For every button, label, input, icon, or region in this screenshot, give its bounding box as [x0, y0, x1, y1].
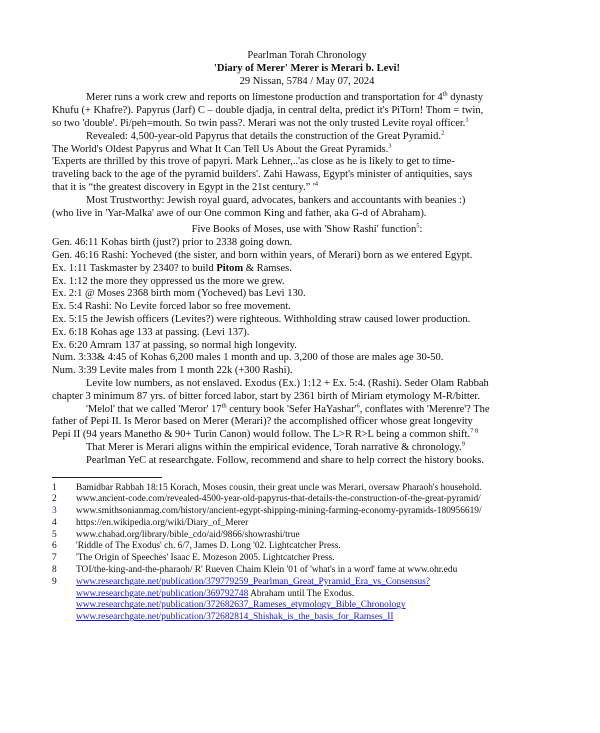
discussion-line: 'Melol' that we called 'Meror' 17th century book 'Sefer $HaYashar'^6$, conflates with 'Merenre'? The	[86, 402, 490, 415]
footnote-ref: 3	[388, 142, 392, 150]
footnote: 2 www.ancient-code.com/revealed-4500-year-old-papyrus-that-details-the-construction-of-the-great-pyramid/	[52, 494, 481, 505]
intro-paragraph-5: Most Trustworthy: Jewish royal guard, advocates, bankers and accountants with beanies :)	[86, 194, 466, 206]
footnote-divider	[52, 477, 162, 478]
verse-line: Ex. 5:15 the Jewish officers (Levites?) were righteous. Withholding straw caused lower production.	[52, 313, 471, 325]
footnote	[52, 600, 562, 612]
intro-line: so two 'double'. Pi/peh=mouth. So twin pass?. Merari was not the only trusted Levite royal officer.$^1$	[52, 116, 469, 129]
footnote-ref: 7 8	[470, 427, 479, 435]
verse-line: Ex. 5:4 Rashi: No Levite forced labor so free movement.	[52, 301, 291, 313]
footnote: 1 Bamidbar Rabbah 18:15 Korach, Moses cousin, their great uncle was Merari, oversaw Pharaoh's household.	[52, 482, 482, 493]
researchgate-link[interactable]: www.researchgate.net/publication/369792748	[76, 588, 249, 599]
discussion-line: father of Pepi II. Is Meror based on Merer (Merari)? the accomplished officer whose great longevity	[52, 416, 473, 428]
verse-line: Gen. 46:11 Kohas birth (just?) prior to 2338 going down.	[52, 237, 293, 249]
footnote: 7 'The Origin of Speeches' Isaac E. Mozeson 2005. Lightcatcher Press.	[52, 553, 335, 564]
footnote: www.researchgate.net/publication/369792748 Abraham until The Exodus.	[76, 588, 355, 599]
footnote: 3 www.smithsonianmag.com/history/ancient-egypt-shipping-mining-farming-economy-pyramids-180956619/	[52, 506, 482, 517]
verse-line: Ex. 6:18 Kohas age 133 at passing. (Levi 137).	[52, 326, 250, 338]
researchgate-link[interactable]: www.researchgate.net/publication/372682637_Rameses_etymology_Bible_Chronology	[76, 600, 406, 611]
intro-paragraph-2: Revealed: 4,500-year-old Papyrus that details the construction of the Great Pyramid.$^2$	[86, 129, 445, 142]
page-title: 'Diary of Merer' Merer is Merari b. Levi!	[213, 62, 400, 74]
series-title: Pearlman Torah Chronology	[247, 50, 367, 61]
conclusion-line: That Merer is Merari aligns within the empirical evidence, Torah narrative & chronology.$^9$	[86, 440, 465, 453]
discussion-line: chapter 3 minimum 87 yrs. of bitter forced labor, start by 2361 birth of Miriam etymology M-R/bitter.	[52, 390, 480, 402]
researchgate-link[interactable]: www.researchgate.net/publication/379779259_Pearlman_Great_Pyramid_Era_vs_Consensus?	[76, 576, 430, 587]
researchgate-link[interactable]: www.researchgate.net/publication/372682814_Shishak_is_the_basis_for_Ramses_II	[76, 612, 394, 623]
footnote-ref: 6	[356, 402, 360, 410]
document-page	[52, 50, 562, 624]
intro-line: (who live in 'Yar-Malka' awe of our One common King and father, aka G-d of Abraham).	[52, 207, 427, 219]
footnote-ref: 9	[461, 440, 465, 448]
verse-line: Num. 3:39 Levite males from 1 month 22k (+300 Rashi).	[52, 365, 293, 377]
books-heading: Five Books of Moses, use with 'Show Rashi' function$^5$:	[191, 222, 423, 236]
verse-line: Ex. 2:1 @ Moses 2368 birth mom (Yocheved) bas Levi 130.	[52, 288, 306, 300]
verse-line: Ex. 6:20 Amram 137 at passing, so normal high longevity.	[52, 339, 297, 351]
footnote	[52, 612, 562, 624]
discussion-line: Pepi II (94 years Manetho & 90+ Turin Canon) would follow. The L>R R>L being a common shift.$^{7 8}$	[52, 427, 479, 441]
footnote: 6 'Riddle of The Exodus' ch. 6/7, James D. Long '02. Lightcatcher Press.	[52, 541, 341, 552]
verse-line: Num. 3:33& 4:45 of Kohas 6,200 males 1 month and up. 3,200 of those are males age 30-50.	[52, 352, 444, 364]
quote-line: traveling back to the age of the pyramid builders'. Zahi Hawass, Egypt's minister of antiquities, says	[52, 169, 473, 181]
footnote-ref: 4	[314, 180, 319, 188]
quote-line: 'Experts are thrilled by this trove of papyri. Mark Lehner,..'as close as he is likely to get to time-	[52, 156, 455, 168]
closing-line: Pearlman YeC at researchgate. Follow, recommend and share to help correct the history books.	[86, 454, 484, 466]
quote-line: that it is “the greatest discovery in Egypt in the 21st century.” '$^4$	[52, 180, 319, 193]
verse-line: Gen. 46:16 Rashi: Yocheved (the sister, and born within years, of Merari) born as we entered Egypt.	[52, 249, 473, 261]
footnote-ref: 2	[440, 129, 445, 137]
verse-line: Ex. 1:11 Taskmaster by 2340? to build Pitom & Ramses.	[52, 262, 292, 274]
footnote: 8 TOI/the-king-and-the-pharaoh/ R' Rueven Chaim Klein '01 of 'what's in a word' fame at www.ohr.edu	[52, 565, 458, 576]
date-line: 29 Nissan, 5784 / May 07, 2024	[239, 75, 375, 87]
footnote: 5 www.chabad.org/library/bible_cdo/aid/9866/showrashi/true	[52, 529, 300, 540]
intro-paragraph-1: Merer runs a work crew and reports on limestone production and transportation for 4th dynasty	[86, 90, 483, 104]
intro-paragraph-3: The World's Oldest Papyrus and What It Can Tell Us About the Great Pyramids.$^3$	[52, 142, 392, 155]
footnote-ref: 1	[465, 116, 469, 124]
footnote: 4 https://en.wikipedia.org/wiki/Diary_of_Merer	[52, 517, 249, 528]
verse-line: Ex. 1:12 the more they oppressed us the more we grew.	[52, 275, 285, 287]
footnote: 9 www.researchgate.net/publication/379779259_Pearlman_Great_Pyramid_Era_vs_Consensus?	[52, 576, 430, 587]
intro-line: Khufu (+ Khafre?). Papyrus (Jarf) C – double djadja, in central delta, predict it's PiTorn! Thom = twin,	[52, 105, 484, 117]
discussion-line: Levite low numbers, as not enslaved. Exodus (Ex.) 1:12 + Ex. 5:4. (Rashi). Seder Olam Rabbah	[86, 377, 489, 389]
footnote-ref: 5	[416, 222, 420, 230]
